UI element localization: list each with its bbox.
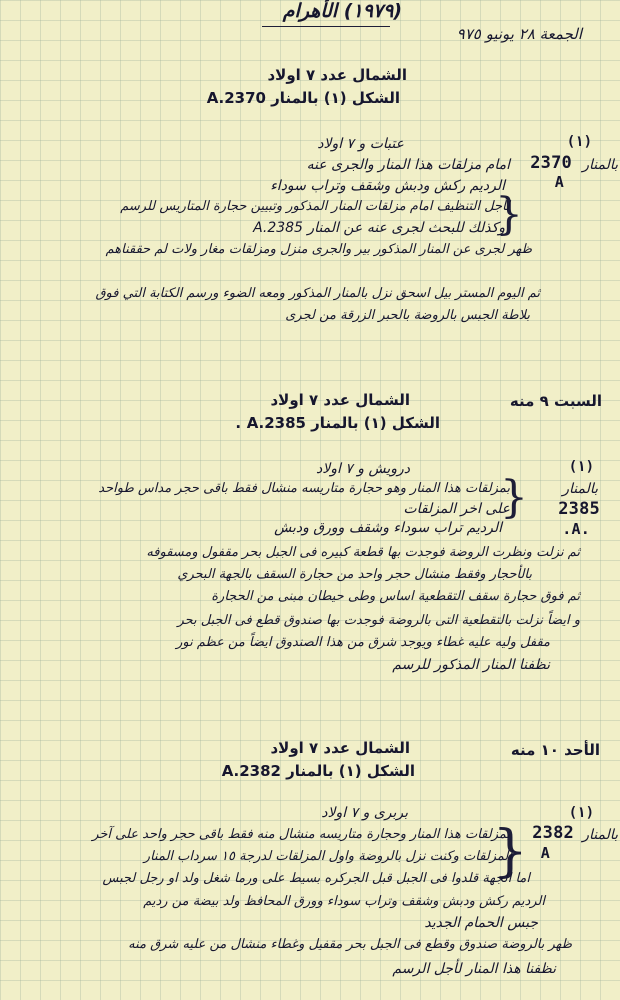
- title-underline: [262, 26, 390, 27]
- section2-figure-line: الشكل (١) بالمنار 2385.A .: [235, 414, 440, 432]
- section1-line-7: ثم اليوم المستر بيل اسحق نزل بالمنار المذكور ومعه الضوء ورسم الكتابة التي فوق: [95, 286, 540, 301]
- section3-line-5: الرديم ركش ودبش وشقف وتراب سوداء وورق المحافظ ولد بيضة من رديم: [143, 894, 545, 909]
- section1-figure-line: الشكل (١) بالمنار 2370.A: [206, 89, 400, 107]
- section1-brace: {: [495, 189, 523, 240]
- section2-entry-number: (١): [568, 459, 594, 475]
- section2-line-3: على اخر المزلقات: [403, 501, 510, 517]
- section1-entry-number: (١): [566, 134, 592, 150]
- section2-date: السبت ٩ منه: [509, 392, 602, 410]
- section2-side-label: بالمنار: [562, 481, 598, 497]
- section3-line-8: نظفنا هذا المنار لأجل الرسم: [392, 961, 556, 977]
- section1-side-letter: A: [554, 173, 564, 191]
- section1-line-2: امام مزلقات هذا المنار والجرى عنه: [306, 157, 510, 173]
- section3-line-2: بمزلقات هذا المنار وحجارة متاريسه منشال منه فقط باقى حجر واحد على آخر: [92, 827, 510, 842]
- section1-line-6: ظهر لجرى عن المنار المذكور بير والجرى منزل ومزلقات مغار ولات لم حققناهم: [105, 242, 532, 257]
- section3-brace: {: [492, 819, 528, 884]
- section1-side-number: 2370: [530, 153, 572, 173]
- section1-line-3: الرديم ركش ودبش وشقف وتراب سوداء: [270, 178, 505, 194]
- section2-side-letter: .A.: [562, 520, 590, 538]
- section2-line-8: و ايضاً نزلت بالتقطعية التى بالروضة فوجدت بها صندوق قطع فى الجبل بحر: [177, 613, 580, 628]
- section3-entry-number: (١): [568, 805, 594, 821]
- section3-line-4: اما الجهة قلدوا فى الجبل قبل الجركره بسيط على ورما شغل ولد او رجل لجبس: [102, 871, 530, 886]
- section3-line-6: جبس الحمام الجديد: [424, 915, 538, 931]
- section2-side-number: 2385: [558, 499, 600, 519]
- section3-side-label: بالمنار: [582, 827, 618, 843]
- section1-line-1: عتبات و ٧ اولاد: [317, 136, 404, 152]
- section3-side-number: 2382: [532, 823, 574, 843]
- section3-line-7: ظهر بالروضة صندوق وقطع فى الجبل بحر مقفيل وغطاء منشال من عليه شرق منه: [128, 937, 572, 952]
- section1-line-5: وكذلك للبحث لجرى عنه عن المنار 2385.A: [253, 220, 505, 236]
- section1-line-8: بلاطة الجبس بالروضة بالحبر الزرقة من لجرى: [285, 308, 530, 323]
- section3-figure-line: الشكل (١) بالمنار 2382.A: [221, 762, 415, 780]
- section3-team-line: الشمال عدد ٧ اولاد: [270, 739, 410, 757]
- section2-line-1: درويش و ٧ اولاد: [315, 461, 410, 477]
- section1-team-line: الشمال عدد ٧ اولاد: [267, 66, 407, 84]
- section2-line-10: نظفنا المنار المذكور للرسم: [392, 657, 550, 673]
- page-title: (١٩٧٩) الأهرام: [282, 0, 402, 22]
- section1-line-4: لأجل التنظيف امام مزلقات المنار المذكور وتبيين حجارة المتاريس للرسم: [120, 199, 510, 214]
- section2-line-6: بالأحجار وفقط منشال حجر واحد من حجارة السقف بالجهة البحري: [177, 567, 532, 582]
- section2-line-2: بمزلقات هذا المنار وهو حجارة متاريسه منشال فقط باقى حجر مداس طواحد: [98, 481, 510, 496]
- section2-line-7: ثم فوق حجارة سقف التقطعية اساس وطى حيطان مبنى من الحجارة: [211, 589, 580, 604]
- section3-side-letter: A: [540, 844, 550, 862]
- section3-line-3: المزلقات وكنت نزل بالروضة واول المزلقات لدرجة ١٥ سرداب المنار: [143, 849, 512, 864]
- section3-line-1: بربرى و ٧ اولاد: [321, 805, 408, 821]
- section2-line-4: الرديم تراب سوداء وشقف وورق ودبش: [274, 520, 502, 536]
- entry-date: الجمعة ٢٨ يونيو ٩٧٥: [456, 25, 582, 43]
- section2-brace: {: [500, 472, 528, 523]
- section2-line-9: مقفل وليه عليه غطاء ويوجد شرق من هذا الصندوق ايضاً من عظم نور: [176, 635, 550, 650]
- section2-line-5: ثم نزلت ونظرت الروضة فوجدت بها قطعة كبيره فى الجبل بحر مقفول ومسقوفه: [146, 545, 580, 560]
- section3-date: الأحد ١٠ منه: [510, 741, 600, 759]
- section1-side-label: بالمنار: [582, 157, 618, 173]
- section2-team-line: الشمال عدد ٧ اولاد: [270, 391, 410, 409]
